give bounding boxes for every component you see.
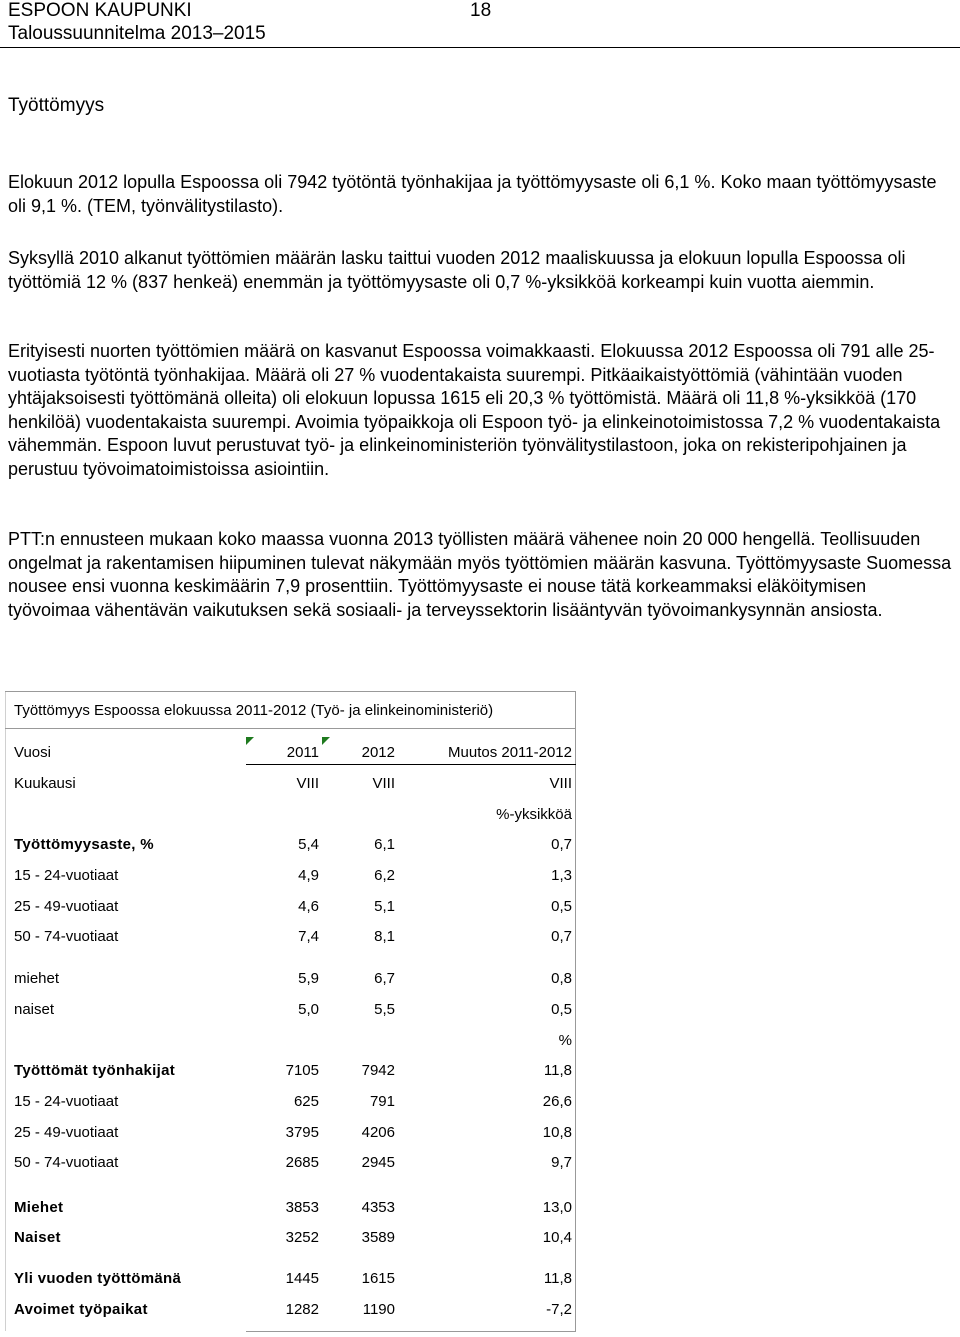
row-label: Vuosi	[14, 744, 51, 761]
row-label: miehet	[14, 970, 60, 987]
table-row	[14, 1123, 572, 1143]
cell-2011: 5,0	[298, 1001, 319, 1018]
cell-change: 0,5	[551, 898, 572, 915]
header-rule	[0, 47, 960, 48]
table-left-border	[5, 691, 6, 1331]
cell-2011: 625	[293, 1093, 319, 1110]
row-label: Työttömät työnhakijat	[14, 1062, 176, 1079]
table-row	[14, 927, 572, 947]
table-row	[14, 835, 572, 855]
cell-2011: 5,4	[298, 836, 319, 853]
cell-change: 11,8	[543, 1062, 572, 1079]
table-row	[14, 1153, 572, 1173]
cell-2012: 2012	[361, 744, 395, 761]
table-row	[14, 1198, 572, 1218]
header-org: ESPOON KAUPUNKI	[8, 0, 192, 21]
cell-change: 10,4	[542, 1229, 572, 1246]
cell-2012: 2945	[361, 1154, 395, 1171]
table-row	[14, 774, 572, 794]
cell-change: 11,8	[543, 1270, 572, 1287]
cell-2011: 2011	[286, 744, 319, 761]
cell-2012: 4206	[361, 1124, 395, 1141]
cell-change: -7,2	[546, 1301, 572, 1318]
row-label: Avoimet työpaikat	[14, 1301, 148, 1318]
table-row	[14, 1092, 572, 1112]
row-label: 25 - 49-vuotiaat	[14, 898, 119, 915]
cell-2012: 6,1	[374, 836, 395, 853]
cell-change: 9,7	[551, 1154, 572, 1171]
cell-2012: 5,1	[374, 898, 395, 915]
table-row	[14, 1061, 572, 1081]
cell-change: %-yksikköä	[496, 806, 572, 823]
table-bottom-border	[246, 1331, 576, 1332]
cell-2011: 2685	[285, 1154, 319, 1171]
header-underline	[246, 764, 576, 765]
cell-2012: 6,2	[374, 867, 395, 884]
cell-change: 0,7	[551, 836, 572, 853]
table-row	[14, 1228, 572, 1248]
table-row	[14, 1269, 572, 1289]
row-label: Yli vuoden työttömänä	[14, 1270, 182, 1287]
page-number: 18	[470, 0, 492, 21]
header-subtitle: Taloussuunnitelma 2013–2015	[8, 23, 266, 44]
paragraph-3: Erityisesti nuorten työttömien määrä on kasvanut Espoossa voimakkaasti. Elokuussa 2012 Espoossa oli 791 alle 25-vuotiasta työtöntä työnhakijaa. Määrä oli 27 % vuodentakaista suurempi. Pitkäaikaistyöttömiä (vähintään vuoden yhtäjaksoisesti työttömänä olleita) oli elokuun lopussa 1615 eli 20,3 % työttömistä. Määrä oli 11,8 %-yksikköä (170 henkilöä) vuodentakaista suurempi. Avoimia työpaikkoja oli Espoon työ- ja elinkeinotoimistossa 7,2 % vuodentakaista vähemmän. Espoon luvut perustuvat työ- ja elinkeinoministeriön työnvälitystilastoon, joka on rekisteripohjainen ja perustuu työvoimatoimistoissa asiointiin.	[8, 341, 941, 479]
cell-2011: 7,4	[298, 928, 319, 945]
cell-2011: 3795	[285, 1124, 319, 1141]
cell-change: 13,0	[542, 1199, 572, 1216]
table-row	[14, 1300, 572, 1320]
paragraph-2: Syksyllä 2010 alkanut työttömien määrän lasku taittui vuoden 2012 maaliskuussa ja elokuun lopulla Espoossa oli työttömiä 12 % (837 henkeä) enemmän ja työttömyysaste oli 0,7 %-yksikköä korkeampi kuin vuotta aiemmin.	[8, 248, 906, 292]
cell-change: VIII	[549, 775, 572, 792]
cell-change: 0,5	[551, 1001, 572, 1018]
cell-2012: 6,7	[374, 970, 395, 987]
cell-2011: 3252	[285, 1229, 319, 1246]
paragraph-1: Elokuun 2012 lopulla Espoossa oli 7942 työtöntä työnhakijaa ja työttömyysaste oli 6,1 %. Koko maan työttömyysaste oli 9,1 %. (TEM, työnvälitystilasto).	[8, 172, 937, 216]
cell-2012: VIII	[372, 775, 395, 792]
row-label: 50 - 74-vuotiaat	[14, 1154, 119, 1171]
row-label: 25 - 49-vuotiaat	[14, 1124, 119, 1141]
table-row	[14, 805, 572, 825]
cell-2011: 4,9	[298, 867, 319, 884]
section-title: Työttömyys	[8, 95, 105, 116]
table-title: Työttömyys Espoossa elokuussa 2011-2012 (Työ- ja elinkeinoministeriö)	[14, 702, 494, 719]
cell-2011: VIII	[296, 775, 319, 792]
cell-2012: 7942	[361, 1062, 395, 1079]
table-row	[14, 743, 572, 763]
cell-change: 0,8	[551, 970, 572, 987]
cell-change: 10,8	[542, 1124, 572, 1141]
cell-2012: 1190	[362, 1301, 395, 1318]
cell-2012: 8,1	[374, 928, 395, 945]
cell-change: 26,6	[542, 1093, 572, 1110]
table-row	[14, 1000, 572, 1020]
cell-2012: 1615	[361, 1270, 395, 1287]
row-label: 15 - 24-vuotiaat	[14, 867, 119, 884]
table-row	[14, 897, 572, 917]
cell-change: %	[558, 1032, 572, 1049]
table-row	[14, 1031, 572, 1051]
row-label: Miehet	[14, 1199, 64, 1216]
cell-2011: 4,6	[298, 898, 319, 915]
row-label: 15 - 24-vuotiaat	[14, 1093, 119, 1110]
cell-2011: 7105	[285, 1062, 319, 1079]
row-label: Naiset	[14, 1229, 61, 1246]
table-row	[14, 866, 572, 886]
cell-2011: 1445	[285, 1270, 319, 1287]
cell-2012: 4353	[361, 1199, 395, 1216]
cell-change: 1,3	[551, 867, 572, 884]
cell-change: Muutos 2011-2012	[448, 744, 572, 761]
row-label: 50 - 74-vuotiaat	[14, 928, 119, 945]
row-label: Työttömyysaste, %	[14, 836, 154, 853]
cell-change: 0,7	[551, 928, 572, 945]
table-row	[14, 969, 572, 989]
cell-2011: 3853	[285, 1199, 319, 1216]
table-top-border	[5, 691, 576, 692]
cell-2011: 1282	[285, 1301, 319, 1318]
cell-2011: 5,9	[298, 970, 319, 987]
row-label: Kuukausi	[14, 775, 76, 792]
cell-2012: 791	[369, 1093, 395, 1110]
paragraph-4: PTT:n ennusteen mukaan koko maassa vuonna 2013 työllisten määrä vähenee noin 20 000 hengellä. Teollisuuden ongelmat ja rakentamisen hiipuminen tulevat näkymään myös työttömien määrän kasvuna. Työttömyysaste Suomessa nousee ensi vuonna keskimäärin 7,9 prosenttiin. Työttömyysaste ei nouse tätä korkeammaksi eläköitymisen työvoimaa vähentävän vaikutuksen sekä sosiaali- ja terveyssektorin lisääntyvän työvoimankysynnän ansiosta.	[8, 529, 952, 620]
cell-2012: 5,5	[374, 1001, 395, 1018]
table-title-border	[5, 728, 576, 729]
cell-2012: 3589	[361, 1229, 395, 1246]
row-label: naiset	[14, 1001, 55, 1018]
